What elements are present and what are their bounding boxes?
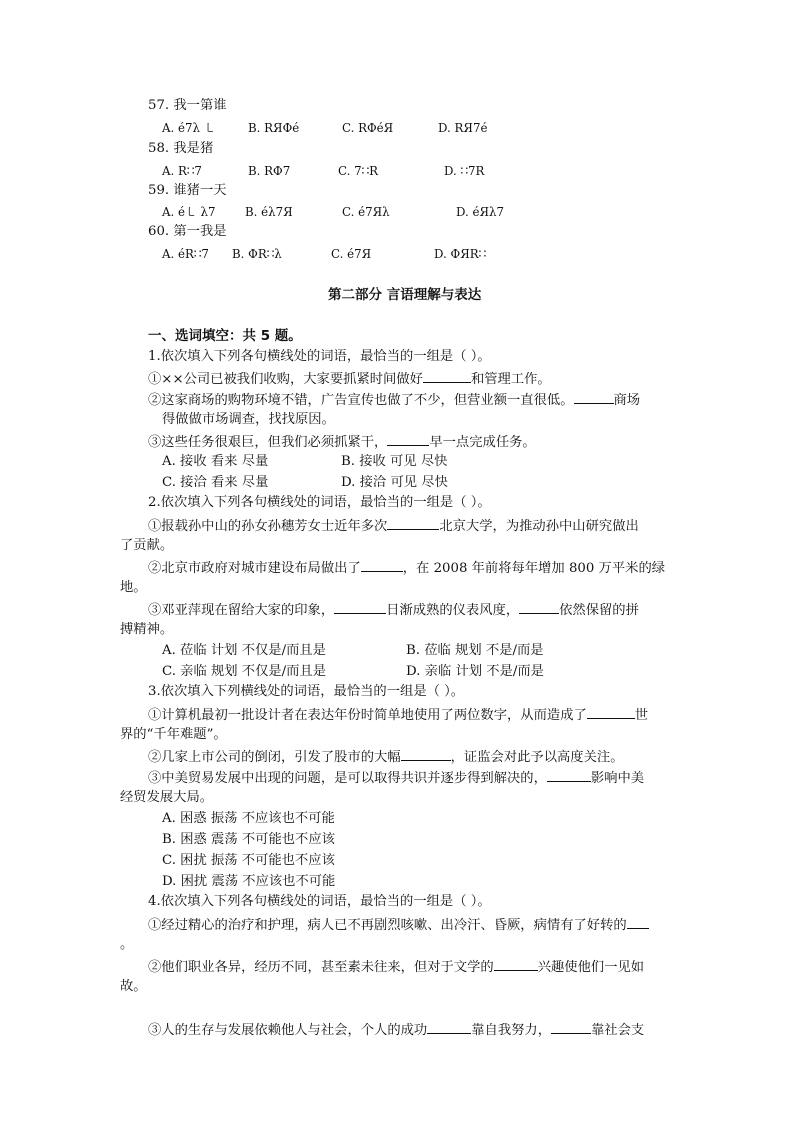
q1-sentence-3	[148, 432, 536, 452]
q2-s3-text-b: 日渐成熟的仪表风度，	[386, 603, 520, 618]
q59-stem: 59. 谁猪一天	[148, 183, 227, 198]
q2-s2-text-b: ，在 2008 年前将每年增加 800 万平米的绿	[402, 561, 666, 576]
q2-sentence-2-cont: 地。	[120, 580, 147, 595]
q3-s1-text-a: ①计算机最初一批设计者在表达年份时简单地使用了两位数字，从而造成了	[148, 708, 587, 723]
q60-option-a: A. éR∷7	[162, 247, 209, 261]
q3-sentence-3-cont: 经贸发展大局。	[120, 790, 214, 805]
q3-s1-blank	[587, 705, 635, 719]
q3-sentence-1-cont: 界的“千年难题”。	[120, 727, 227, 742]
q2-sentence-3	[148, 600, 639, 620]
q2-s3-blank-2	[519, 600, 559, 614]
q1-s1-text-b: 和管理工作。	[470, 372, 551, 387]
q60-option-d: D. ΦЯR∷	[434, 247, 487, 261]
q3-sentence-1	[148, 705, 648, 725]
q2-sentence-1	[148, 516, 639, 536]
q2-s3-text-c: 依然保留的拼	[559, 603, 639, 618]
q59-option-a: A. é㇄ λ7	[162, 205, 216, 219]
q4-sentence-3	[148, 1020, 644, 1040]
q1-sentence-2-cont: 得做做市场调查，找找原因。	[162, 412, 335, 427]
section-heading: 一、选词填空：共 5 题。	[148, 328, 302, 344]
q4-s1-text-a: ①经过精心的治疗和护理，病人已不再剧烈咳嗽、出冷汗、昏厥，病情有了好转的	[148, 918, 627, 933]
q60-option-c: C. é7Я	[331, 247, 372, 261]
q1-sentence-2	[148, 390, 640, 410]
q4-sentence-1	[148, 915, 649, 935]
q2-s3-blank-1	[334, 600, 386, 614]
q3-s1-text-b: 世	[634, 708, 649, 723]
q60-option-b: B. ΦR∷λ	[232, 247, 282, 261]
q1-option-d: D. 接洽 可见 尽快	[341, 475, 448, 490]
q4-s3-blank-2	[551, 1020, 591, 1034]
part-title: 第二部分 言语理解与表达	[328, 287, 482, 303]
q4-s2-text-a: ②他们职业各异，经历不同，甚至素未往来，但对于文学的	[148, 960, 494, 975]
q1-s3-text-a: ③这些任务很艰巨，但我们必须抓紧干，	[148, 435, 388, 450]
q2-s2-text-a: ②北京市政府对城市建设布局做出了	[148, 561, 361, 576]
q2-s1-text-a: ①报载孙中山的孙女孙穗芳女士近年多次	[148, 519, 388, 534]
q3-sentence-2	[148, 747, 624, 767]
q4-sentence-2	[148, 957, 644, 977]
q3-option-c: C. 困扰 振荡 不可能也不应该	[162, 853, 335, 868]
q4-stem: 4.依次填入下列各句横线处的词语，最恰当的一组是（ ）。	[148, 894, 491, 909]
q1-stem: 1.依次填入下列各句横线处的词语，最恰当的一组是（ ）。	[148, 349, 491, 364]
q1-option-b: B. 接收 可见 尽快	[341, 454, 448, 469]
q3-s2-blank	[401, 747, 451, 761]
q4-s3-text-b: 靠自我努力，	[471, 1023, 552, 1038]
q58-option-a: A. R∷7	[162, 164, 202, 178]
q59-option-d: D. éЯλ7	[456, 205, 505, 219]
q4-s2-text-b: 兴趣使他们一见如	[537, 960, 645, 975]
q3-option-d: D. 困扰 震荡 不应该也不可能	[162, 874, 336, 889]
q3-s2-text-b: ，证监会对此予以高度关注。	[450, 750, 624, 765]
q2-option-d: D. 亲临 计划 不是/而是	[406, 664, 544, 679]
q1-s1-text-a: ①××公司已被我们收购，大家要抓紧时间做好	[148, 372, 423, 387]
q2-s1-blank	[387, 516, 439, 530]
q58-option-c: C. 7∷R	[338, 164, 378, 178]
q58-option-d: D. ∷7R	[444, 164, 485, 178]
q60-stem: 60. 第一我是	[148, 224, 227, 239]
q4-sentence-1-cont: 。	[120, 937, 134, 952]
q2-s1-text-b: 北京大学，为推动孙中山研究做出	[439, 519, 639, 534]
q1-option-c: C. 接洽 看来 尽量	[162, 475, 269, 490]
q4-s1-blank	[627, 915, 649, 929]
q4-s3-text-a: ③人的生存与发展依赖他人与社会，个人的成功	[148, 1023, 428, 1038]
q57-stem: 57. 我一第谁	[148, 98, 227, 113]
q2-sentence-1-cont: 了贡献。	[120, 538, 174, 553]
q2-stem: 2.依次填入下列各句横线处的词语，最恰当的一组是（ ）。	[148, 495, 491, 510]
q2-option-b: B. 莅临 规划 不是/而是	[406, 643, 544, 658]
q3-s3-text-a: ③中美贸易发展中出现的问题，是可以取得共识并逐步得到解决的，	[148, 771, 547, 786]
q2-sentence-3-cont: 搏精神。	[120, 622, 174, 637]
q4-s3-text-c: 靠社会支	[591, 1023, 645, 1038]
q58-option-b: B. RΦ7	[248, 164, 291, 178]
q57-option-a: A. é7λ ㇄	[162, 121, 216, 135]
q3-option-a: A. 困惑 振荡 不应该也不可能	[162, 811, 335, 826]
q3-stem: 3.依次填入下列横线处的词语，最恰当的一组是（ ）。	[148, 684, 465, 699]
q2-sentence-2	[148, 558, 665, 578]
q1-s3-blank	[387, 432, 429, 446]
q3-sentence-3	[148, 768, 644, 788]
q59-option-b: B. éλ7Я	[245, 205, 293, 219]
q2-s3-text-a: ③邓亚萍现在留给大家的印象，	[148, 603, 335, 618]
q2-s2-blank	[361, 558, 403, 572]
q4-s2-blank	[494, 957, 538, 971]
q1-sentence-1	[148, 369, 551, 389]
q2-option-a: A. 莅临 计划 不仅是/而且是	[162, 643, 326, 658]
q59-option-c: C. é7Яλ	[342, 205, 390, 219]
q3-option-b: B. 困惑 震荡 不可能也不应该	[162, 832, 335, 847]
q57-option-d: D. RЯ7é	[438, 121, 488, 135]
q3-s3-blank	[547, 768, 591, 782]
q58-stem: 58. 我是猪	[148, 141, 214, 156]
q3-s2-text-a: ②几家上市公司的倒闭，引发了股市的大幅	[148, 750, 401, 765]
q4-s3-blank-1	[427, 1020, 471, 1034]
q3-s3-text-b: 影响中美	[590, 771, 645, 786]
q1-s2-text-a: ②这家商场的购物环境不错，广告宣传也做了不少，但营业额一直很低。	[148, 393, 574, 408]
q57-option-b: B. RЯΦé	[248, 121, 300, 135]
q57-option-c: C. RΦéЯ	[342, 121, 394, 135]
q1-option-a: A. 接收 看来 尽量	[162, 454, 269, 469]
q2-option-c: C. 亲临 规划 不仅是/而且是	[162, 664, 327, 679]
q1-s1-blank	[423, 369, 471, 383]
q4-sentence-2-cont: 故。	[120, 979, 147, 994]
q1-s2-text-b: 商场	[613, 393, 641, 408]
q1-s2-blank	[574, 390, 614, 404]
q1-s3-text-b: 早一点完成任务。	[429, 435, 536, 450]
